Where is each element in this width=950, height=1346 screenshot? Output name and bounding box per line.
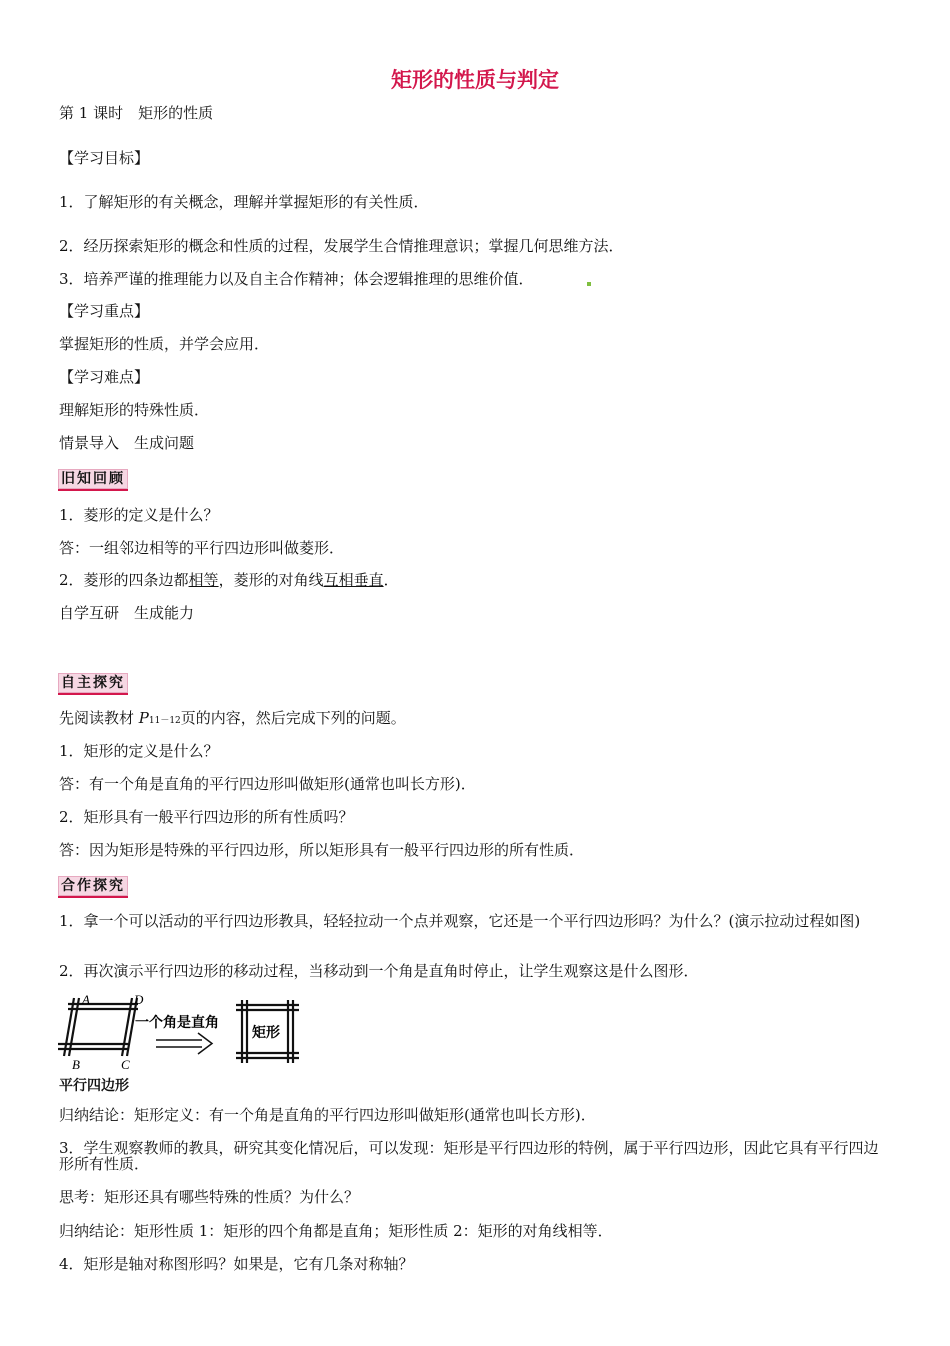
goal-item-1: 1．了解矩形的有关概念，理解并掌握矩形的有关性质．	[59, 193, 429, 211]
explore-question-1: 1．矩形的定义是什么？	[59, 742, 219, 760]
tag-review: 旧知回顾	[58, 469, 128, 491]
green-dot-mark	[587, 282, 591, 286]
difficulty-text: 理解矩形的特殊性质．	[59, 401, 210, 419]
review-question-2	[59, 571, 891, 589]
intro-heading: 情景导入 生成问题	[59, 434, 195, 452]
lesson-heading: 第 1 课时 矩形的性质	[59, 104, 214, 122]
review-q2-blank-2: 互相垂直	[323, 571, 384, 589]
review-answer-1: 答：一组邻边相等的平行四边形叫做菱形．	[59, 539, 345, 557]
doc-title: 矩形的性质与判定	[391, 68, 559, 92]
coop-item-2: 2．再次演示平行四边形的移动过程，当移动到一个角是直角时停止，让学生观察这是什么图形．	[59, 962, 699, 980]
review-q2-part-a: 2．菱形的四条边都	[59, 571, 189, 589]
review-q2-part-e: ．	[383, 571, 399, 589]
goal-item-3: 3．培养严谨的推理能力以及自主合作精神；体会逻辑推理的思维价值．	[59, 270, 534, 288]
reading-instruction	[59, 709, 891, 730]
tag-cooperate: 合作探究	[58, 876, 128, 898]
arrow-caption: 一个角是直角	[135, 1015, 219, 1031]
vertex-a-label: A	[82, 992, 90, 1007]
vertex-d-label: D	[134, 992, 144, 1007]
self-study-heading: 自学互研 生成能力	[59, 604, 195, 622]
review-question-1: 1．菱形的定义是什么？	[59, 506, 219, 524]
parallelogram-label: 平行四边形	[59, 1078, 129, 1094]
rectangle-label: 矩形	[252, 1025, 280, 1041]
explore-question-2: 2．矩形具有一般平行四边形的所有性质吗？	[59, 808, 354, 826]
think-question: 思考：矩形还具有哪些特殊的性质？为什么？	[59, 1188, 360, 1206]
reading-part-a: 先阅读教材	[59, 709, 139, 727]
coop-item-4: 4．矩形是轴对称图形吗？如果是，它有几条对称轴？	[59, 1255, 414, 1273]
key-text: 掌握矩形的性质，并学会应用．	[59, 335, 270, 353]
tag-explore: 自主探究	[58, 673, 128, 695]
review-q2-part-c: ，菱形的对角线	[218, 571, 324, 589]
review-q2-blank-1: 相等	[188, 571, 219, 589]
vertex-c-label: C	[121, 1057, 130, 1072]
vertex-b-label: B	[72, 1057, 80, 1072]
reading-part-b: 页的内容，然后完成下列的问题。	[180, 709, 406, 727]
explore-answer-1: 答：有一个角是直角的平行四边形叫做矩形(通常也叫长方形)．	[59, 775, 476, 793]
reading-page-range: 11－12	[148, 716, 181, 726]
conclusion-properties: 归纳结论：矩形性质 1：矩形的四个角都是直角；矩形性质 2：矩形的对角线相等．	[59, 1222, 613, 1240]
coop-item-1: 1．拿一个可以活动的平行四边形教具，轻轻拉动一个点并观察，它还是一个平行四边形吗？为什么？(演示拉动过程如图)	[59, 912, 861, 930]
goal-heading: 【学习目标】	[59, 149, 150, 167]
conclusion-definition: 归纳结论：矩形定义：有一个角是直角的平行四边形叫做矩形(通常也叫长方形)．	[59, 1106, 596, 1124]
reading-page-p: P	[138, 709, 149, 727]
key-heading: 【学习重点】	[59, 302, 150, 320]
explore-answer-2: 答：因为矩形是特殊的平行四边形，所以矩形具有一般平行四边形的所有性质．	[59, 841, 585, 859]
difficulty-heading: 【学习难点】	[59, 368, 150, 386]
goal-item-2: 2．经历探索矩形的概念和性质的过程，发展学生合情推理意识；掌握几何思维方法．	[59, 237, 624, 255]
coop-item-3: 3．学生观察教师的教具，研究其变化情况后，可以发现：矩形是平行四边形的特例，属于平行四边形，因此它具有平行四边形所有性质．	[59, 1139, 879, 1173]
